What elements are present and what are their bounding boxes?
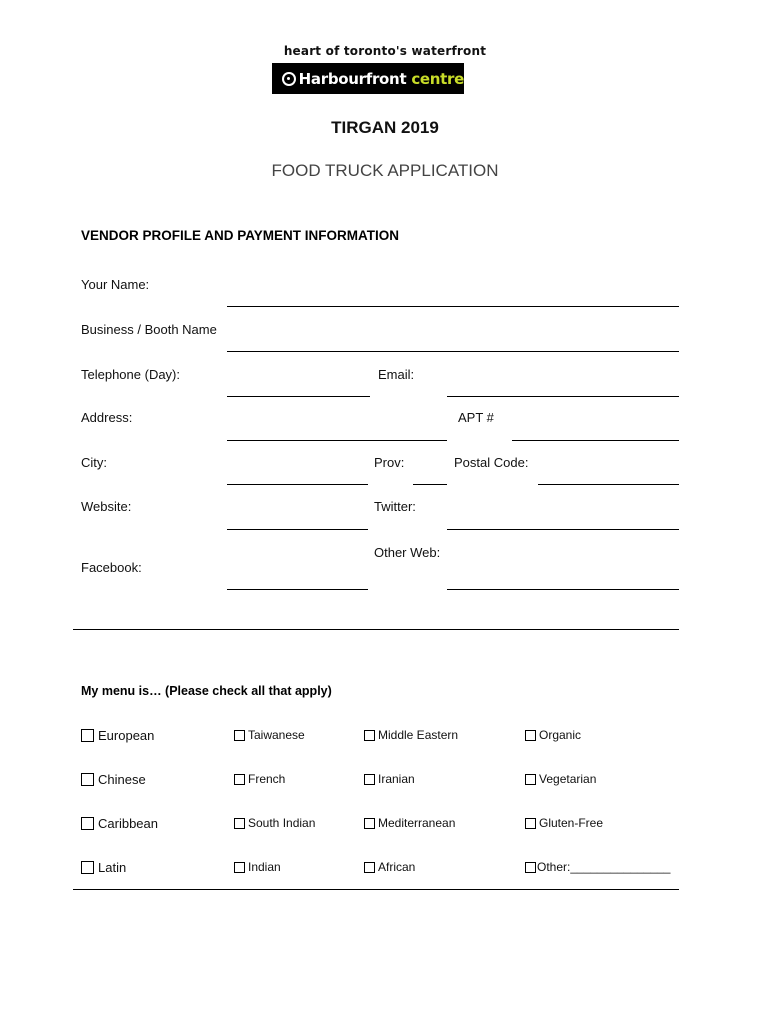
checkbox-label: Caribbean [98,816,158,831]
logo-secondary-text: centre [411,69,464,88]
checkbox-gluten-free[interactable] [525,816,603,830]
checkbox-label: Other:_______________ [537,860,671,874]
twitter-label: Twitter: [374,499,416,514]
other-web-field[interactable] [447,589,679,590]
checkbox-icon[interactable] [234,730,245,741]
checkbox-other[interactable] [525,860,670,874]
checkbox-mediterranean[interactable] [364,816,455,830]
address-label: Address: [81,410,133,425]
business-name-field[interactable] [227,351,679,352]
apt-label: APT # [458,410,494,425]
section-divider [73,629,679,630]
checkbox-icon[interactable] [364,818,375,829]
checkbox-label: Mediterranean [378,816,456,830]
postal-code-label: Postal Code: [454,455,529,470]
page-title: TIRGAN 2019 [331,118,439,137]
checkbox-organic[interactable] [525,728,581,742]
checkbox-vegetarian[interactable] [525,772,596,786]
checkbox-african[interactable] [364,860,415,874]
email-label: Email: [378,367,415,382]
checkbox-icon[interactable] [234,818,245,829]
facebook-field[interactable] [227,589,368,590]
checkbox-icon[interactable] [81,817,94,830]
checkbox-indian[interactable] [234,860,281,874]
checkbox-icon[interactable] [525,774,536,785]
checkbox-icon[interactable] [525,730,536,741]
checkbox-taiwanese[interactable] [234,728,305,742]
checkbox-label: Middle Eastern [378,728,459,742]
apt-field[interactable] [512,440,679,441]
table-bottom-border [73,889,679,890]
checkbox-icon[interactable] [234,774,245,785]
checkbox-label: Latin [98,860,127,875]
address-field[interactable] [227,440,447,441]
checkbox-label: Indian [248,860,281,874]
facebook-label: Facebook: [81,560,142,575]
business-name-label: Business / Booth Name [81,322,217,337]
harbourfront-logo [272,63,464,94]
checkbox-label: Vegetarian [539,772,597,786]
website-label: Website: [81,499,132,514]
checkbox-label: Taiwanese [248,728,305,742]
checkbox-icon[interactable] [234,862,245,873]
checkbox-icon[interactable] [81,773,94,786]
checkbox-icon[interactable] [364,774,375,785]
menu-section-heading: My menu is… (Please check all that apply) [81,684,332,698]
checkbox-european[interactable] [81,728,154,743]
telephone-label: Telephone (Day): [81,367,180,382]
checkbox-chinese[interactable] [81,772,146,787]
website-field[interactable] [227,529,368,530]
checkbox-south-indian[interactable] [234,816,315,830]
checkbox-label: Organic [539,728,582,742]
checkbox-french[interactable] [234,772,285,786]
checkbox-icon[interactable] [525,818,536,829]
vendor-section-heading: VENDOR PROFILE AND PAYMENT INFORMATION [81,228,400,243]
twitter-field[interactable] [447,529,679,530]
checkbox-latin[interactable] [81,860,126,875]
other-web-label: Other Web: [374,545,441,560]
city-field[interactable] [227,484,368,485]
checkbox-label: South Indian [248,816,316,830]
email-field[interactable] [447,396,679,397]
prov-field[interactable] [413,484,447,485]
checkbox-icon[interactable] [525,862,536,873]
tagline: heart of toronto's waterfront [283,44,487,58]
checkbox-icon[interactable] [364,862,375,873]
logo-circle-icon [282,72,296,86]
checkbox-icon[interactable] [364,730,375,741]
page-subtitle: FOOD TRUCK APPLICATION [271,161,499,180]
telephone-field[interactable] [227,396,370,397]
checkbox-label: Gluten-Free [539,816,604,830]
your-name-label: Your Name: [81,277,150,292]
checkbox-label: European [98,728,155,743]
checkbox-label: African [378,860,416,874]
checkbox-middle-eastern[interactable] [364,728,458,742]
prov-label: Prov: [374,455,405,470]
your-name-field[interactable] [227,306,679,307]
checkbox-icon[interactable] [81,729,94,742]
checkbox-iranian[interactable] [364,772,415,786]
checkbox-label: Chinese [98,772,146,787]
postal-code-field[interactable] [538,484,679,485]
checkbox-label: Iranian [378,772,415,786]
checkbox-icon[interactable] [81,861,94,874]
logo-primary-text: Harbourfront [298,69,407,88]
city-label: City: [81,455,107,470]
checkbox-caribbean[interactable] [81,816,158,831]
checkbox-label: French [248,772,286,786]
